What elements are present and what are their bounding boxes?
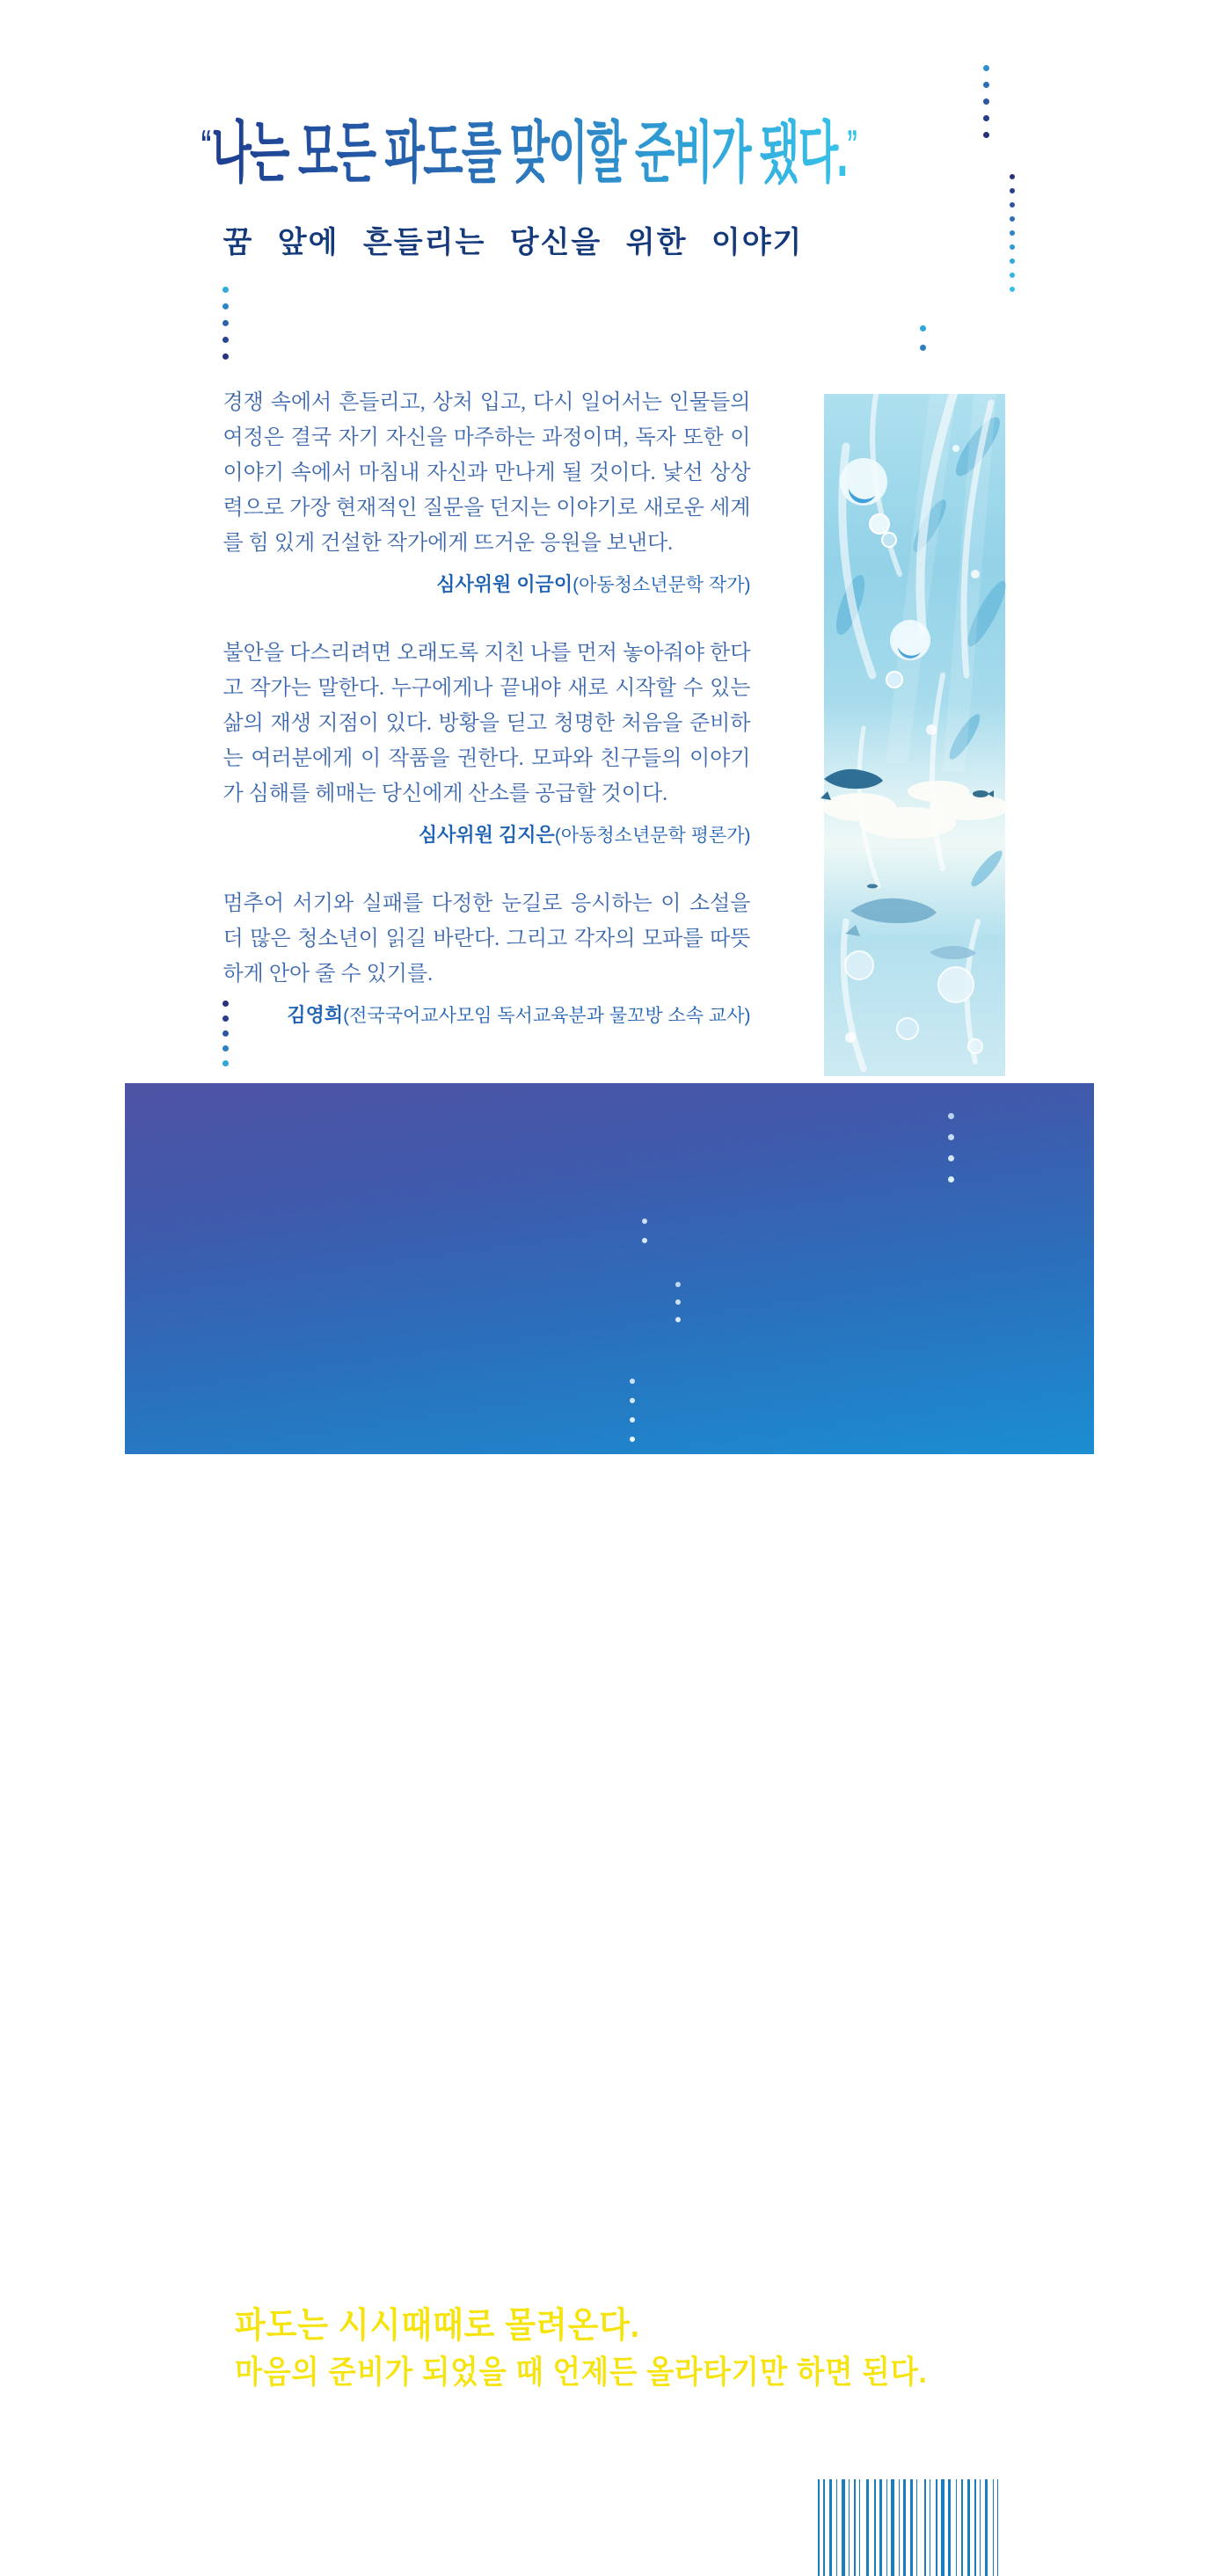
- reviewer-name: 심사위원 김지은: [418, 824, 555, 846]
- main-quote: [201, 95, 1010, 200]
- quote-source: 작가의 말 중에서: [234, 2409, 383, 2432]
- review-attribution: [223, 1001, 751, 1028]
- dot-decoration: [222, 1060, 229, 1066]
- dot-decoration: [222, 1001, 229, 1007]
- dot-decoration: [948, 1134, 954, 1140]
- dot-decoration: [222, 320, 229, 326]
- dot-decoration: [983, 82, 989, 88]
- dot-decoration: [222, 337, 229, 343]
- dot-decoration: [630, 1398, 635, 1403]
- barcode: [807, 2470, 1017, 2537]
- review-text: 경쟁 속에서 흔들리고, 상처 입고, 다시 일어서는 인물들의 여정은 결국 자기 자신을 마주하는 과정이며, 독자 또한 이 이야기 속에서 마침내 자신과 만나게 될 것이다. 낯선 상상력으로 가장 현재적인 질문을 던지는 이야기로 새로운 세계를 힘 있게 건설한 작가에게 뜨거운 응원을 보낸다.: [222, 391, 751, 555]
- dot-decoration: [1010, 230, 1015, 236]
- dot-decoration: [948, 1113, 954, 1119]
- dot-decoration: [920, 325, 926, 331]
- dot-decoration: [1010, 174, 1015, 179]
- close-quote-mark: ”: [846, 122, 857, 164]
- barcode-bars: [818, 2479, 1006, 2576]
- price-label: 값: [901, 2414, 920, 2436]
- dot-decoration: [222, 353, 229, 360]
- subtitle: 꿈 앞에 흔들리는 당신을 위한 이야기: [222, 226, 804, 259]
- dot-decoration: [642, 1238, 647, 1243]
- dot-decoration: [948, 1176, 954, 1182]
- dot-decoration: [1010, 287, 1015, 292]
- dot-decoration: [675, 1299, 681, 1305]
- dot-decoration: [1010, 216, 1015, 222]
- dot-decoration: [222, 1045, 229, 1052]
- review-text: 불안을 다스리려면 오래도록 지친 나를 먼저 놓아줘야 한다고 작가는 말한다. 누구에게나 끝내야 새로 시작할 수 있는 삶의 재생 지점이 있다. 방황을 딛고 청명한 처음을 준비하는 여러분에게 이 작품을 권한다. 모파와 친구들의 이야기가 심해를 헤매는 당신에게 산소를 공급할 것이다.: [222, 642, 751, 805]
- price: [901, 2411, 1016, 2438]
- dot-decoration: [222, 1030, 229, 1037]
- open-quote-mark: “: [200, 122, 211, 164]
- ocean-illustration: [824, 394, 1005, 1076]
- review-blurbs: [223, 385, 751, 1066]
- dot-decoration: [1010, 188, 1015, 193]
- reviewer-role: (아동청소년문학 작가): [573, 575, 751, 595]
- review-text: 멈추어 서기와 실패를 다정한 눈길로 응시하는 이 소설을 더 많은 청소년이 읽길 바란다. 그리고 각자의 모파를 따뜻하게 안아 줄 수 있기를.: [222, 892, 751, 986]
- isbn-value: 978-89-364-5747-1 43810: [791, 2444, 1017, 2464]
- dot-decoration: [948, 1155, 954, 1161]
- reviewer-role: (아동청소년문학 평론가): [554, 826, 751, 846]
- dot-decoration: [1010, 258, 1015, 264]
- price-value: 15,000: [924, 2411, 998, 2437]
- isbn-label: ISBN: [740, 2444, 786, 2464]
- reviewer-name: 심사위원 이금이: [436, 573, 573, 595]
- dot-decoration: [642, 1219, 647, 1224]
- dot-decoration: [983, 98, 989, 105]
- dot-decoration: [222, 1015, 229, 1022]
- book-back-cover: [125, 0, 1094, 2464]
- footer-headline-line2: 마음의 준비가 되었을 때 언제든 올라타기만 하면 된다.: [234, 2354, 928, 2390]
- isbn: [740, 2444, 1016, 2465]
- dot-decoration: [983, 115, 989, 121]
- dot-decoration: [920, 345, 926, 351]
- dot-decoration: [675, 1282, 681, 1287]
- footer-headline-line1: 파도는 시시때때로 몰려온다.: [234, 2306, 640, 2345]
- dot-decoration: [983, 65, 989, 71]
- dot-decoration: [983, 132, 989, 138]
- dot-decoration: [222, 303, 229, 309]
- dot-decoration: [1010, 202, 1015, 207]
- main-quote-text: 나는 모든 파도를 맞이할 준비가 됐다.: [210, 115, 847, 191]
- reviewer-name: 김영희: [287, 1004, 344, 1026]
- dot-decoration: [675, 1317, 681, 1322]
- dot-decoration: [222, 287, 229, 293]
- review-attribution: [223, 820, 751, 848]
- dot-decoration: [630, 1437, 635, 1442]
- dot-decoration: [630, 1379, 635, 1384]
- reviewer-role: (전국국어교사모임 독서교육분과 물꼬방 소속 교사): [343, 1006, 751, 1026]
- dot-decoration: [1010, 244, 1015, 250]
- review-attribution: [223, 570, 751, 597]
- dot-decoration: [1010, 273, 1015, 278]
- price-suffix: 원: [997, 2414, 1017, 2436]
- dot-decoration: [630, 1417, 635, 1423]
